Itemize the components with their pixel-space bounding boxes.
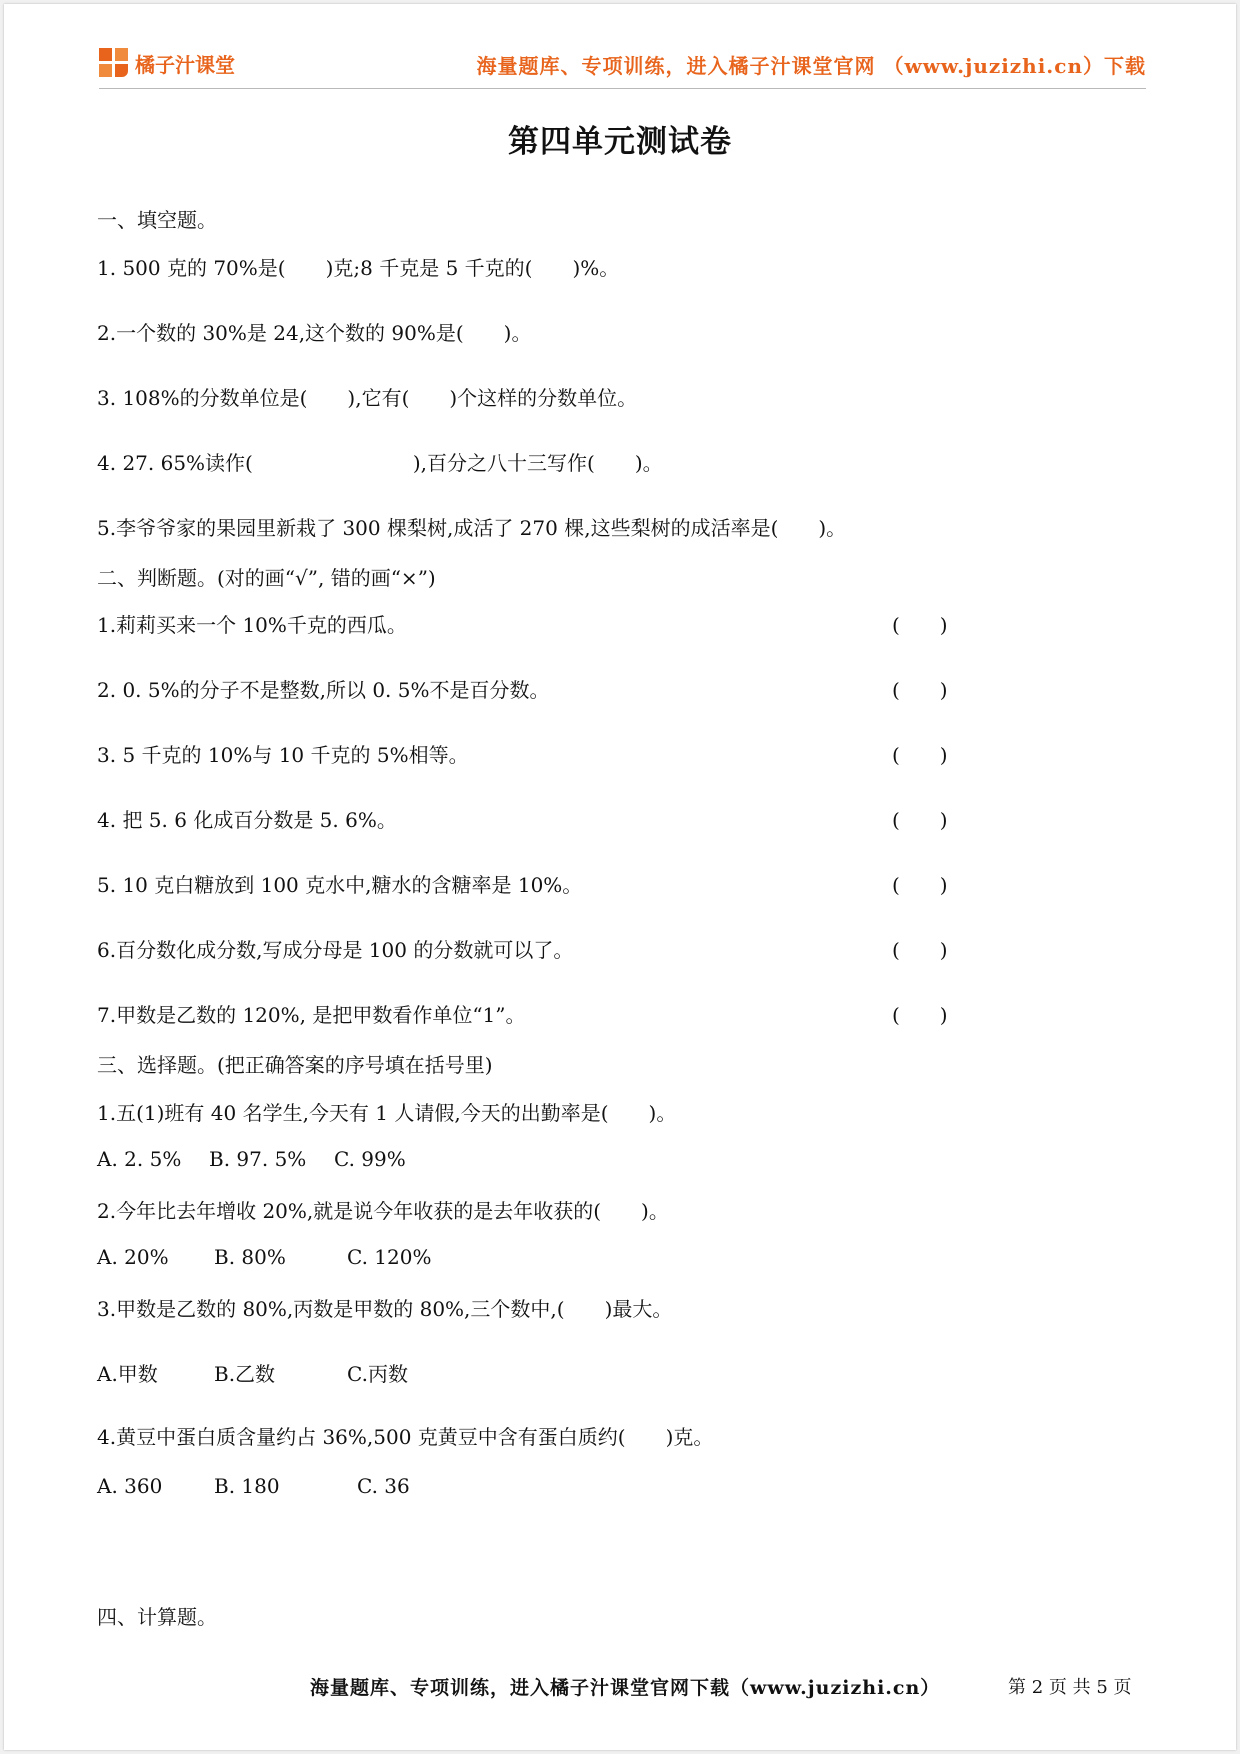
choice-question-3: 3.甲数是乙数的 80%,丙数是甲数的 80%,三个数中,( )最大。 — [97, 1297, 673, 1321]
choice-option-4a: A. 360 — [97, 1474, 163, 1498]
fill-question-2: 2.一个数的 30%是 24,这个数的 90%是( )。 — [97, 321, 532, 345]
fill-question-5: 5.李爷爷家的果园里新栽了 300 棵梨树,成活了 270 棵,这些梨树的成活率是( )。 — [97, 516, 847, 540]
section-heading-judge: 二、判断题。(对的画“√”, 错的画“×”) — [97, 566, 436, 590]
fill-question-1: 1. 500 克的 70%是( )克;8 千克是 5 千克的( )%。 — [97, 256, 620, 280]
page-title: 第四单元测试卷 — [508, 124, 732, 160]
choice-option-1a: A. 2. 5% — [97, 1147, 182, 1171]
header-promo: 海量题库、专项训练，进入橘子汁课堂官网 （www.juzizhi.cn）下载 — [476, 54, 1146, 78]
judge-question-1: 1.莉莉买来一个 10%千克的西瓜。 — [97, 613, 407, 637]
judge-question-3: 3. 5 千克的 10%与 10 千克的 5%相等。 — [97, 743, 469, 767]
judge-question-5: 5. 10 克白糖放到 100 克水中,糖水的含糖率是 10%。 — [97, 873, 583, 897]
answer-bracket-3[interactable]: ( ) — [892, 743, 948, 767]
brand-logo — [99, 46, 235, 80]
choice-question-2: 2.今年比去年增收 20%,就是说今年收获的是去年收获的( )。 — [97, 1199, 669, 1223]
section-heading-fill: 一、填空题。 — [97, 208, 217, 232]
choice-option-2b: B. 80% — [214, 1245, 286, 1269]
choice-option-4b: B. 180 — [214, 1474, 280, 1498]
answer-bracket-1[interactable]: ( ) — [892, 613, 948, 637]
judge-question-7: 7.甲数是乙数的 120%, 是把甲数看作单位“1”。 — [97, 1003, 526, 1027]
choice-option-3a: A.甲数 — [97, 1362, 158, 1386]
judge-question-2: 2. 0. 5%的分子不是整数,所以 0. 5%不是百分数。 — [97, 678, 550, 702]
answer-bracket-5[interactable]: ( ) — [892, 873, 948, 897]
choice-option-1c: C. 99% — [334, 1147, 406, 1171]
choice-option-4c: C. 36 — [357, 1474, 410, 1498]
judge-question-6: 6.百分数化成分数,写成分母是 100 的分数就可以了。 — [97, 938, 574, 962]
choice-option-1b: B. 97. 5% — [209, 1147, 307, 1171]
choice-question-1: 1.五(1)班有 40 名学生,今天有 1 人请假,今天的出勤率是( )。 — [97, 1101, 677, 1125]
answer-bracket-2[interactable]: ( ) — [892, 678, 948, 702]
judge-question-4: 4. 把 5. 6 化成百分数是 5. 6%。 — [97, 808, 397, 832]
fill-question-4: 4. 27. 65%读作( ),百分之八十三写作( )。 — [97, 451, 663, 475]
choice-question-4: 4.黄豆中蛋白质含量约占 36%,500 克黄豆中含有蛋白质约( )克。 — [97, 1425, 714, 1449]
header-divider — [99, 88, 1146, 89]
logo-text: 橘子汁课堂 — [135, 52, 235, 77]
section-heading-choice: 三、选择题。(把正确答案的序号填在括号里) — [97, 1053, 493, 1077]
fill-question-3: 3. 108%的分数单位是( ),它有( )个这样的分数单位。 — [97, 386, 638, 410]
choice-option-2c: C. 120% — [347, 1245, 432, 1269]
choice-option-3b: B.乙数 — [214, 1362, 276, 1386]
answer-bracket-7[interactable]: ( ) — [892, 1003, 948, 1027]
answer-bracket-6[interactable]: ( ) — [892, 938, 948, 962]
section-heading-calc: 四、计算题。 — [97, 1605, 217, 1629]
answer-bracket-4[interactable]: ( ) — [892, 808, 948, 832]
page-number: 第 2 页 共 5 页 — [1008, 1677, 1132, 1698]
choice-option-3c: C.丙数 — [347, 1362, 408, 1386]
footer-promo: 海量题库、专项训练，进入橘子汁课堂官网下载（www.juzizhi.cn） — [310, 1677, 941, 1699]
document-page — [4, 4, 1236, 1750]
logo-icon — [99, 48, 129, 78]
choice-option-2a: A. 20% — [97, 1245, 169, 1269]
